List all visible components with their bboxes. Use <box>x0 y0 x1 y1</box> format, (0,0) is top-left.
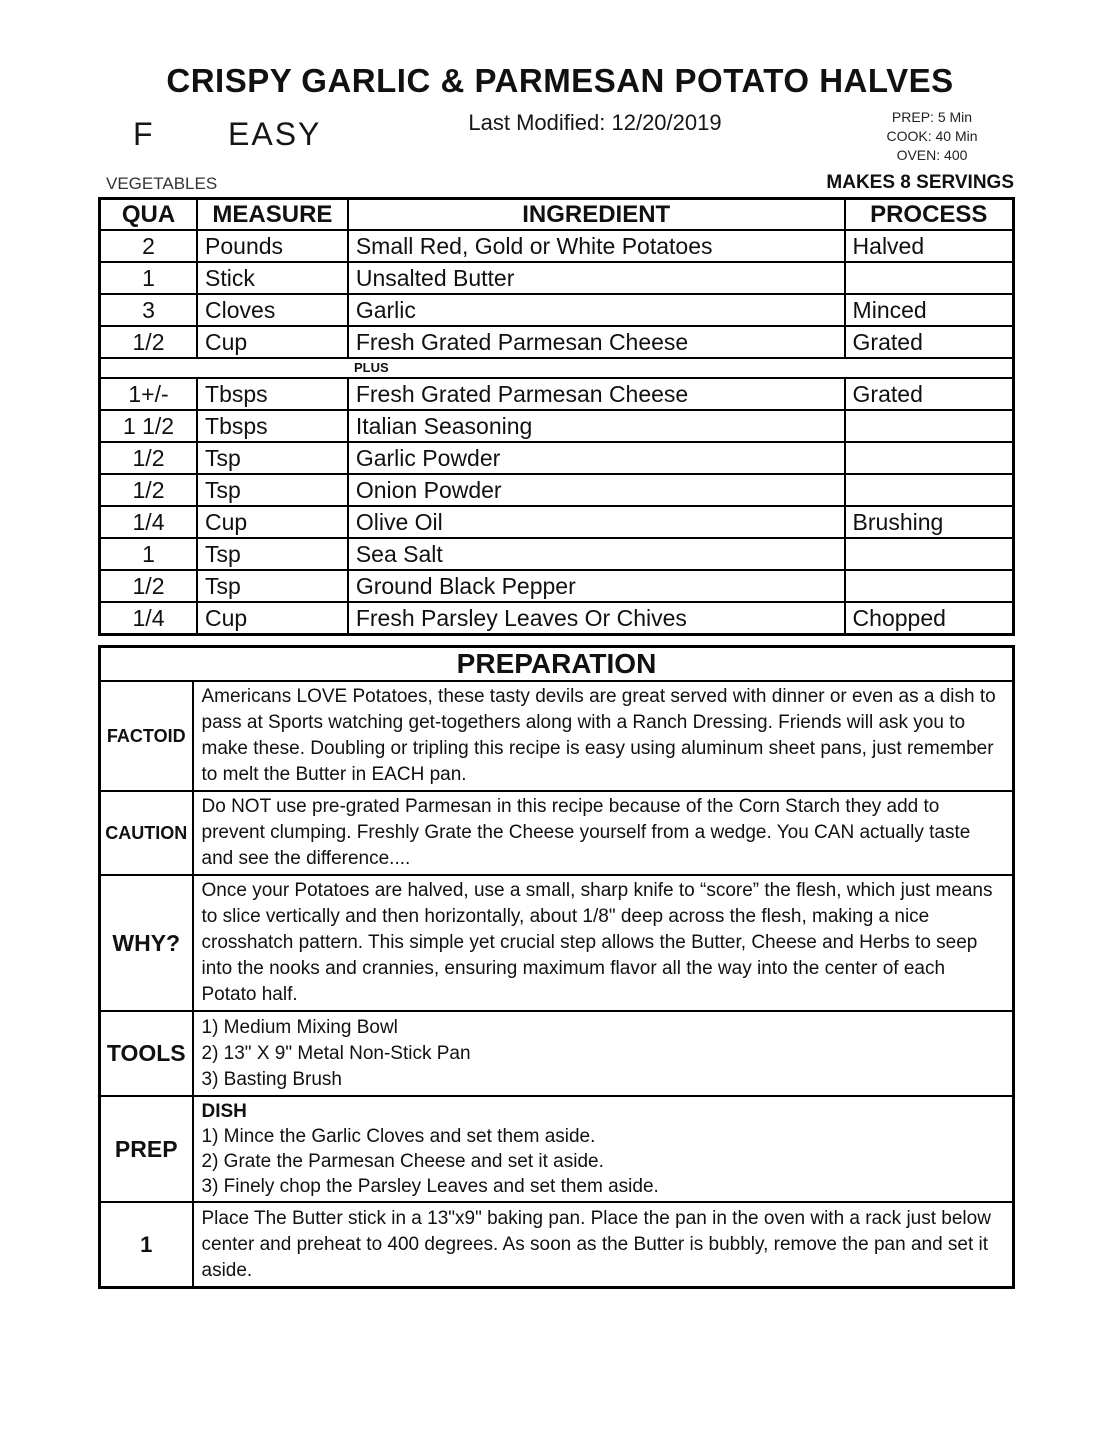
qua-cell: 1 1/2 <box>100 410 198 442</box>
caution-label: CAUTION <box>100 791 193 875</box>
process-cell <box>845 538 1014 570</box>
process-cell: Halved <box>845 230 1014 262</box>
factoid-row <box>100 681 1014 791</box>
ingredient-cell: Italian Seasoning <box>348 410 845 442</box>
oven-temp: OVEN: 400 <box>896 147 968 163</box>
ingredient-row <box>100 538 1014 570</box>
qua-cell: 1+/- <box>100 378 198 410</box>
grade-letter: F <box>133 116 153 152</box>
factoid-text: Americans LOVE Potatoes, these tasty devils are great served with dinner or even as a dish to pass at Sports watching get-togethers along with a Ranch Dressing. Friends will ask you to make these. Doubling or tripling this recipe is easy using aluminum sheet pans, just remember to melt the Butter in EACH pan. <box>193 681 1014 791</box>
ingredient-cell: Small Red, Gold or White Potatoes <box>348 230 845 262</box>
process-cell: Grated <box>845 378 1014 410</box>
ingredient-cell: Unsalted Butter <box>348 262 845 294</box>
measure-cell: Cup <box>197 326 348 358</box>
header-ingredient: INGREDIENT <box>348 199 845 231</box>
ingredients-header-row <box>100 199 1014 231</box>
plus-divider-row <box>100 358 1014 378</box>
process-cell <box>845 262 1014 294</box>
prep-list <box>193 1096 1014 1202</box>
qua-cell: 3 <box>100 294 198 326</box>
qua-cell: 2 <box>100 230 198 262</box>
ingredient-cell: Garlic <box>348 294 845 326</box>
prep-item: 3) Finely chop the Parsley Leaves and set them aside. <box>201 1176 659 1197</box>
factoid-label: FACTOID <box>100 681 193 791</box>
why-row <box>100 875 1014 1011</box>
prep-item: 1) Mince the Garlic Cloves and set them aside. <box>201 1126 596 1147</box>
qua-cell: 1 <box>100 262 198 294</box>
prep-item: 2) Grate the Parmesan Cheese and set it aside. <box>201 1151 604 1172</box>
servings-label: MAKES 8 SERVINGS <box>826 172 1014 193</box>
ingredient-row <box>100 294 1014 326</box>
prep-dish-heading: DISH <box>201 1101 247 1122</box>
ingredient-cell: Fresh Grated Parmesan Cheese <box>348 326 845 358</box>
plus-label: PLUS <box>100 358 1014 378</box>
ingredient-row <box>100 378 1014 410</box>
ingredient-row <box>100 602 1014 635</box>
measure-cell: Pounds <box>197 230 348 262</box>
qua-cell: 1/4 <box>100 602 198 635</box>
qua-cell: 1 <box>100 538 198 570</box>
tool-item: 2) 13" X 9" Metal Non-Stick Pan <box>201 1042 471 1064</box>
preparation-table <box>98 645 1015 1289</box>
measure-cell: Tbsps <box>197 378 348 410</box>
qua-cell: 1/2 <box>100 474 198 506</box>
ingredient-cell: Olive Oil <box>348 506 845 538</box>
process-cell <box>845 570 1014 602</box>
qua-cell: 1/2 <box>100 442 198 474</box>
process-cell <box>845 474 1014 506</box>
ingredient-cell: Onion Powder <box>348 474 845 506</box>
measure-cell: Tbsps <box>197 410 348 442</box>
process-cell <box>845 410 1014 442</box>
why-label: WHY? <box>100 875 193 1011</box>
category-label: VEGETABLES <box>106 174 218 193</box>
ingredient-row <box>100 570 1014 602</box>
tools-list <box>193 1011 1014 1096</box>
qua-cell: 1/2 <box>100 570 198 602</box>
ingredient-cell: Fresh Grated Parmesan Cheese <box>348 378 845 410</box>
process-cell: Grated <box>845 326 1014 358</box>
step-number: 1 <box>100 1202 193 1288</box>
preparation-title: PREPARATION <box>100 647 1014 682</box>
page-title: CRISPY GARLIC & PARMESAN POTATO HALVES <box>166 62 954 99</box>
measure-cell: Tsp <box>197 538 348 570</box>
preparation-header-row <box>100 647 1014 682</box>
prep-label: PREP <box>100 1096 193 1202</box>
ingredient-cell: Ground Black Pepper <box>348 570 845 602</box>
caution-text: Do NOT use pre-grated Parmesan in this recipe because of the Corn Starch they add to prevent clumping. Freshly Grate the Cheese yourself from a wedge. You CAN actually taste and see the difference.... <box>193 791 1014 875</box>
ingredient-row <box>100 474 1014 506</box>
cook-time: COOK: 40 Min <box>886 128 978 144</box>
ingredient-row <box>100 442 1014 474</box>
prep-time: PREP: 5 Min <box>891 109 973 125</box>
measure-cell: Cup <box>197 602 348 635</box>
timing-block <box>862 108 1002 165</box>
tools-label: TOOLS <box>100 1011 193 1096</box>
ingredients-table <box>98 197 1015 636</box>
ingredient-row <box>100 262 1014 294</box>
tool-item: 3) Basting Brush <box>201 1068 342 1090</box>
qua-cell: 1/2 <box>100 326 198 358</box>
header-process: PROCESS <box>845 199 1014 231</box>
ingredient-cell: Fresh Parsley Leaves Or Chives <box>348 602 845 635</box>
measure-cell: Tsp <box>197 570 348 602</box>
process-cell: Minced <box>845 294 1014 326</box>
process-cell <box>845 442 1014 474</box>
process-cell: Chopped <box>845 602 1014 635</box>
why-text: Once your Potatoes are halved, use a small, sharp knife to “score” the flesh, which just means to slice vertically and then horizontally, about 1/8" deep across the flesh, making a nice crosshatch pattern. This simple yet crucial step allows the Butter, Cheese and Herbs to seep into the nooks and crannies, ensuring maximum flavor all the way into the center of each Potato half. <box>193 875 1014 1011</box>
measure-cell: Tsp <box>197 442 348 474</box>
ingredient-cell: Garlic Powder <box>348 442 845 474</box>
measure-cell: Stick <box>197 262 348 294</box>
measure-cell: Cup <box>197 506 348 538</box>
ingredient-cell: Sea Salt <box>348 538 845 570</box>
caution-row <box>100 791 1014 875</box>
ingredient-row <box>100 230 1014 262</box>
measure-cell: Cloves <box>197 294 348 326</box>
ingredient-row <box>100 410 1014 442</box>
tool-item: 1) Medium Mixing Bowl <box>201 1016 398 1038</box>
step-row <box>100 1202 1014 1288</box>
prep-row <box>100 1096 1014 1202</box>
tools-row <box>100 1011 1014 1096</box>
measure-cell: Tsp <box>197 474 348 506</box>
last-modified: Last Modified: 12/20/2019 <box>468 110 722 135</box>
process-cell: Brushing <box>845 506 1014 538</box>
header-measure: MEASURE <box>197 199 348 231</box>
step-text: Place The Butter stick in a 13"x9" baking pan. Place the pan in the oven with a rack just below center and preheat to 400 degrees. As soon as the Butter is bubbly, remove the pan and set it aside. <box>193 1202 1014 1288</box>
header-qua: QUA <box>100 199 198 231</box>
qua-cell: 1/4 <box>100 506 198 538</box>
difficulty-label: EASY <box>228 116 322 152</box>
ingredient-row <box>100 506 1014 538</box>
ingredient-row <box>100 326 1014 358</box>
